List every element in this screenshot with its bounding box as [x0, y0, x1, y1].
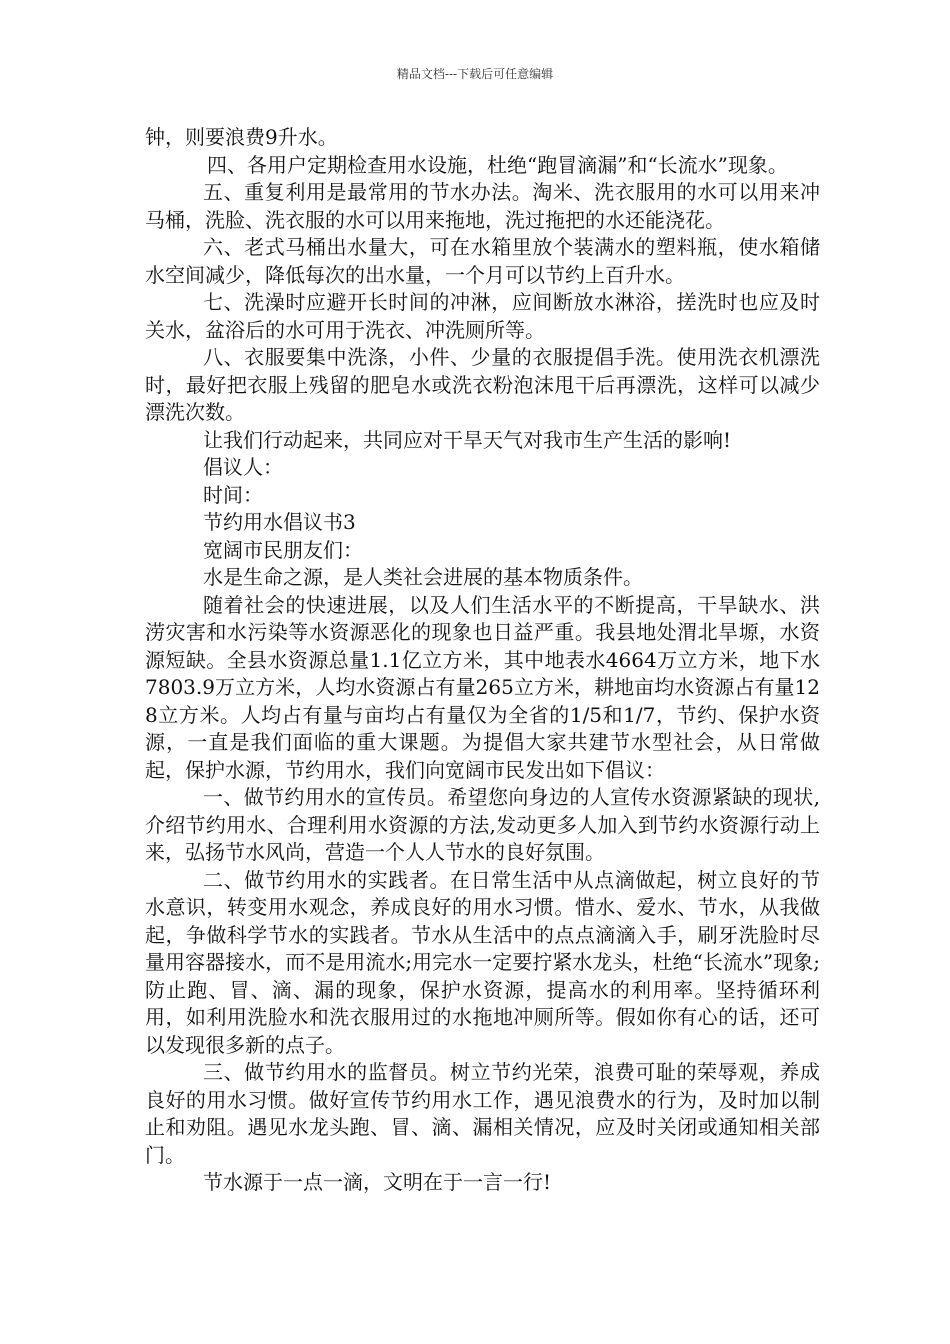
- paragraph-proposal-1: 一、做节约用水的宣传员。希望您向身边的人宣传水资源紧缺的现状,介绍节约用水、合理利用水资源的方法,发动更多人加入到节约水资源行动上来，弘扬节水风尚，营造一个人人节水的良好氛围。: [145, 785, 820, 864]
- paragraph-background: 随着社会的快速进展，以及人们生活水平的不断提高，干旱缺水、洪涝灾害和水污染等水资源恶化的现象也日益严重。我县地处渭北旱塬，水资源短缺。全县水资源总量1.1亿立方米，其中地表水4664万立方米，地下水7803.9万立方米，人均水资源占有量265立方米，耕地亩均水资源占有量128立方米。人均占有量与亩均占有量仅为全省的1/5和1/7，节约、保护水资源，一直是我们面临的重大课题。为提倡大家共建节水型社会，从日常做起，保护水源，节约用水，我们向宽阔市民发出如下倡议：: [145, 592, 820, 782]
- paragraph-call-to-action: 让我们行动起来，共同应对干旱天气对我市生产生活的影响!: [203, 427, 732, 452]
- paragraph-continuation: 钟，则要浪费9升水。: [145, 125, 338, 149]
- paragraph-proposal-2: 二、做节约用水的实践者。在日常生活中从点滴做起，树立良好的节水意识，转变用水观念，养成良好的用水习惯。惜水、爱水、节水，从我做起，争做科学节水的实践者。节水从生活中的点点滴滴入手，刷牙洗脸时尽量用容器接水，而不是用流水;用完水一定要拧紧水龙头，杜绝“长流水”现象;防止跑、冒、滴、漏的现象，保护水资源，提高水的利用率。坚持循环利用，如利用洗脸水和洗衣服用过的水拖地冲厕所等。假如你有心的话，还可以发现很多新的点子。: [145, 867, 820, 1057]
- paragraph-item-8: 八、衣服要集中洗涤，小件、少量的衣服提倡手洗。使用洗衣机漂洗时，最好把衣服上残留的肥皂水或洗衣粉泡沫甩干后再漂洗，这样可以减少漂洗次数。: [145, 345, 820, 424]
- paragraph-item-5: 五、重复利用是最常用的节水办法。淘米、洗衣服用的水可以用来冲马桶，洗脸、洗衣服的水可以用来拖地，洗过拖把的水还能浇花。: [145, 180, 820, 232]
- salutation: 宽阔市民朋友们：: [203, 537, 363, 562]
- page-header: 精品文档---下载后可任意编辑: [396, 67, 554, 81]
- paragraph-item-7: 七、洗澡时应避开长时间的冲淋，应间断放水淋浴，搓洗时也应及时关水，盆浴后的水可用于洗衣、冲洗厕所等。: [145, 290, 820, 342]
- section-title: 节约用水倡议书3: [203, 510, 356, 534]
- paragraph-time: 时间：: [203, 482, 263, 507]
- paragraph-intro: 水是生命之源，是人类社会进展的基本物质条件。: [203, 565, 643, 589]
- paragraph-closing: 节水源于一点一滴，文明在于一言一行!: [203, 1170, 552, 1194]
- paragraph-proposal-3: 三、做节约用水的监督员。树立节约光荣，浪费可耻的荣辱观，养成良好的用水习惯。做好宣传节约用水工作，遇见浪费水的行为，及时加以制止和劝阻。遇见水龙头跑、冒、滴、漏相关情况，应及时关闭或通知相关部门。: [145, 1060, 820, 1167]
- document-body: [145, 124, 820, 1197]
- paragraph-item-6: 六、老式马桶出水量大，可在水箱里放个装满水的塑料瓶，使水箱储水空间减少，降低每次的出水量，一个月可以节约上百升水。: [145, 235, 820, 287]
- paragraph-initiator: 倡议人：: [203, 455, 283, 479]
- paragraph-item-4: 四、各用户定期检查用水设施，杜绝“跑冒滴漏”和“长流水”现象。: [207, 152, 788, 177]
